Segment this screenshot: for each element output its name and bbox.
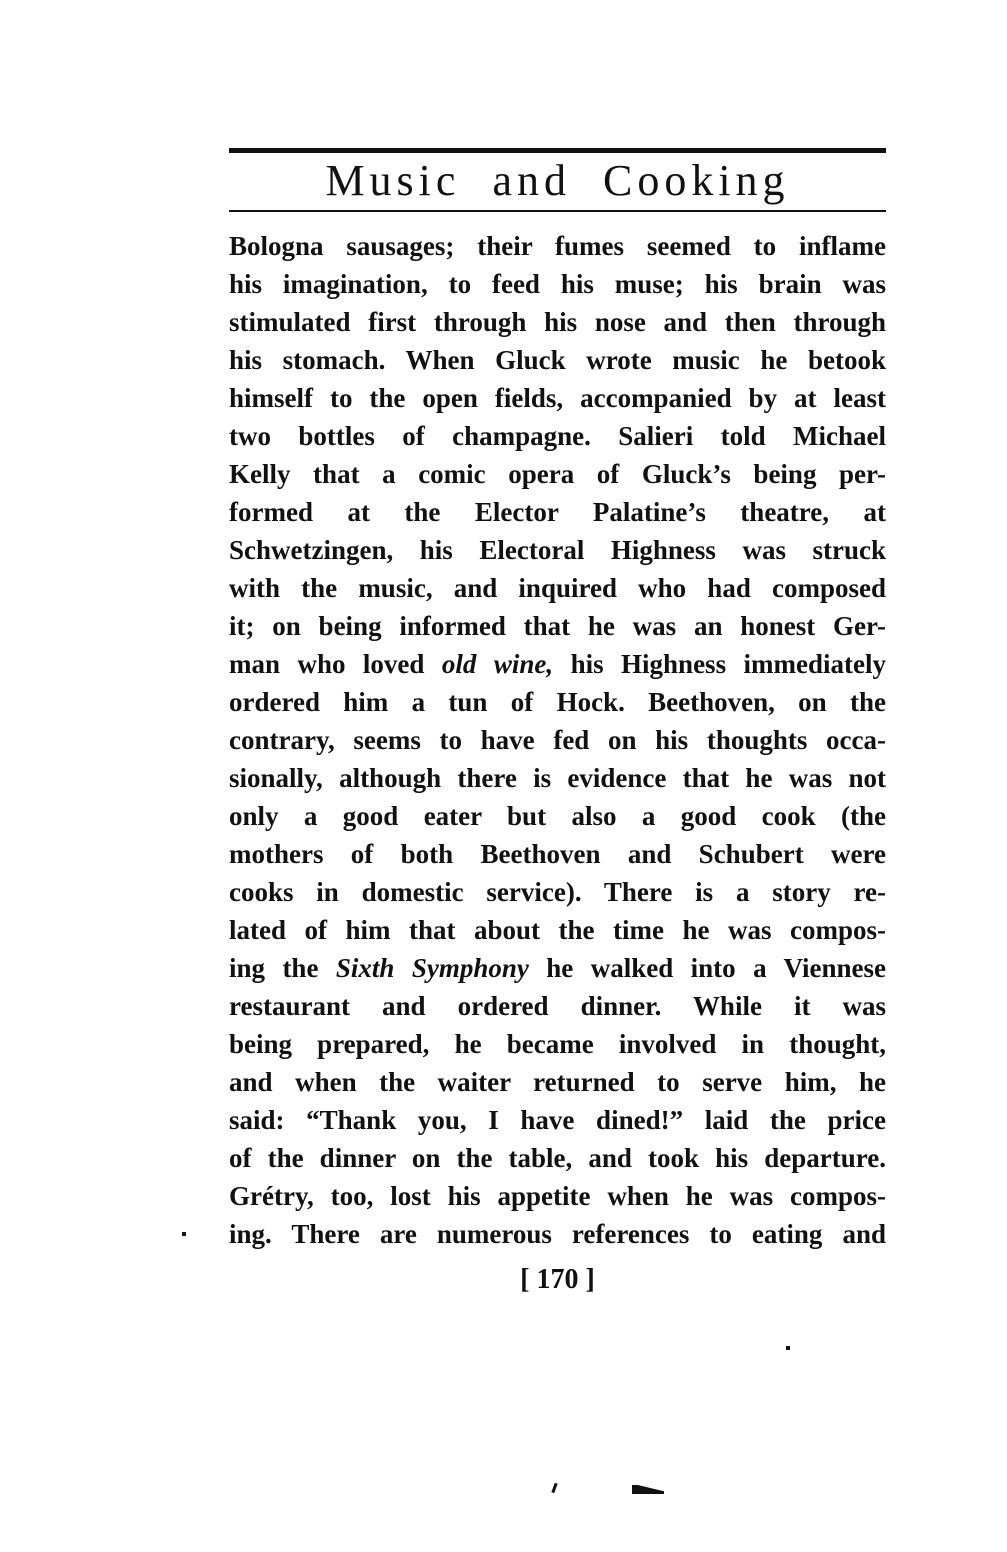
running-head: Music and Cooking [325,156,790,205]
text-run: Kelly that a comic opera of Gluck’s being per- [229,459,886,489]
text-run: ordered him a tun of Hock. Beethoven, on the [229,687,886,717]
scan-speck [182,1232,186,1236]
text-line [229,1063,886,1101]
text-run: himself to the open fields, accompanied by at least [229,383,886,413]
text-line [229,949,886,987]
text-line [229,797,886,835]
text-line [229,379,886,417]
text-line [229,341,886,379]
text-line [229,683,886,721]
header-rule-bottom [229,210,886,212]
text-line [229,911,886,949]
text-line [229,1025,886,1063]
text-run: only a good eater but also a good cook (the [229,801,886,831]
text-run: sionally, although there is evidence that he was not [229,763,886,793]
text-line [229,987,886,1025]
text-run: his imagination, to feed his muse; his brain was [229,269,886,299]
text-run: his Highness immediately [553,649,886,679]
scan-speck [551,1483,557,1493]
text-run: restaurant and ordered dinner. While it was [229,991,886,1021]
text-line [229,607,886,645]
text-run: and when the waiter returned to serve him, he [229,1067,886,1097]
text-line [229,873,886,911]
text-line [229,265,886,303]
body-text [229,227,886,1253]
text-line [229,1101,886,1139]
text-run: stimulated first through his nose and then through [229,307,886,337]
text-line [229,455,886,493]
text-run: Bologna sausages; their fumes seemed to inflame [229,231,886,261]
text-run: Schwetzingen, his Electoral Highness was struck [229,535,886,565]
text-run: being prepared, he became involved in thought, [229,1029,886,1059]
text-line [229,303,886,341]
text-run: man who loved [229,649,442,679]
scan-speck [632,1485,664,1494]
text-line [229,759,886,797]
text-run: two bottles of champagne. Salieri told Michael [229,421,886,451]
text-run: mothers of both Beethoven and Schubert were [229,839,886,869]
page-number: [ 170 ] [520,1264,595,1295]
text-line [229,531,886,569]
header-rule-top [229,148,886,153]
text-line [229,417,886,455]
text-run: it; on being informed that he was an honest Ger- [229,611,886,641]
italic-title: Sixth Symphony [335,953,529,983]
text-run: ing the [229,953,336,983]
text-line [229,493,886,531]
text-line [229,1215,886,1253]
text-run: of the dinner on the table, and took his departure. [229,1143,886,1173]
text-line [229,721,886,759]
text-run: Grétry, too, lost his appetite when he was compos- [229,1181,886,1211]
text-line [229,835,886,873]
text-run: said: “Thank you, I have dined!” laid the price [229,1105,886,1135]
text-run: his stomach. When Gluck wrote music he betook [229,345,886,375]
scan-speck [786,1346,790,1350]
text-line [229,645,886,683]
text-line [229,569,886,607]
text-run: contrary, seems to have fed on his thoughts occa- [229,725,886,755]
text-line [229,227,886,265]
text-line [229,1177,886,1215]
italic-title: old wine, [441,649,554,679]
text-run: ing. There are numerous references to eating and [229,1219,886,1249]
text-line [229,1139,886,1177]
text-run: with the music, and inquired who had composed [229,573,886,603]
text-run: lated of him that about the time he was compos- [229,915,886,945]
text-run: formed at the Elector Palatine’s theatre, at [229,497,886,527]
text-run: he walked into a Viennese [528,953,886,983]
text-run: cooks in domestic service). There is a story re- [229,877,886,907]
